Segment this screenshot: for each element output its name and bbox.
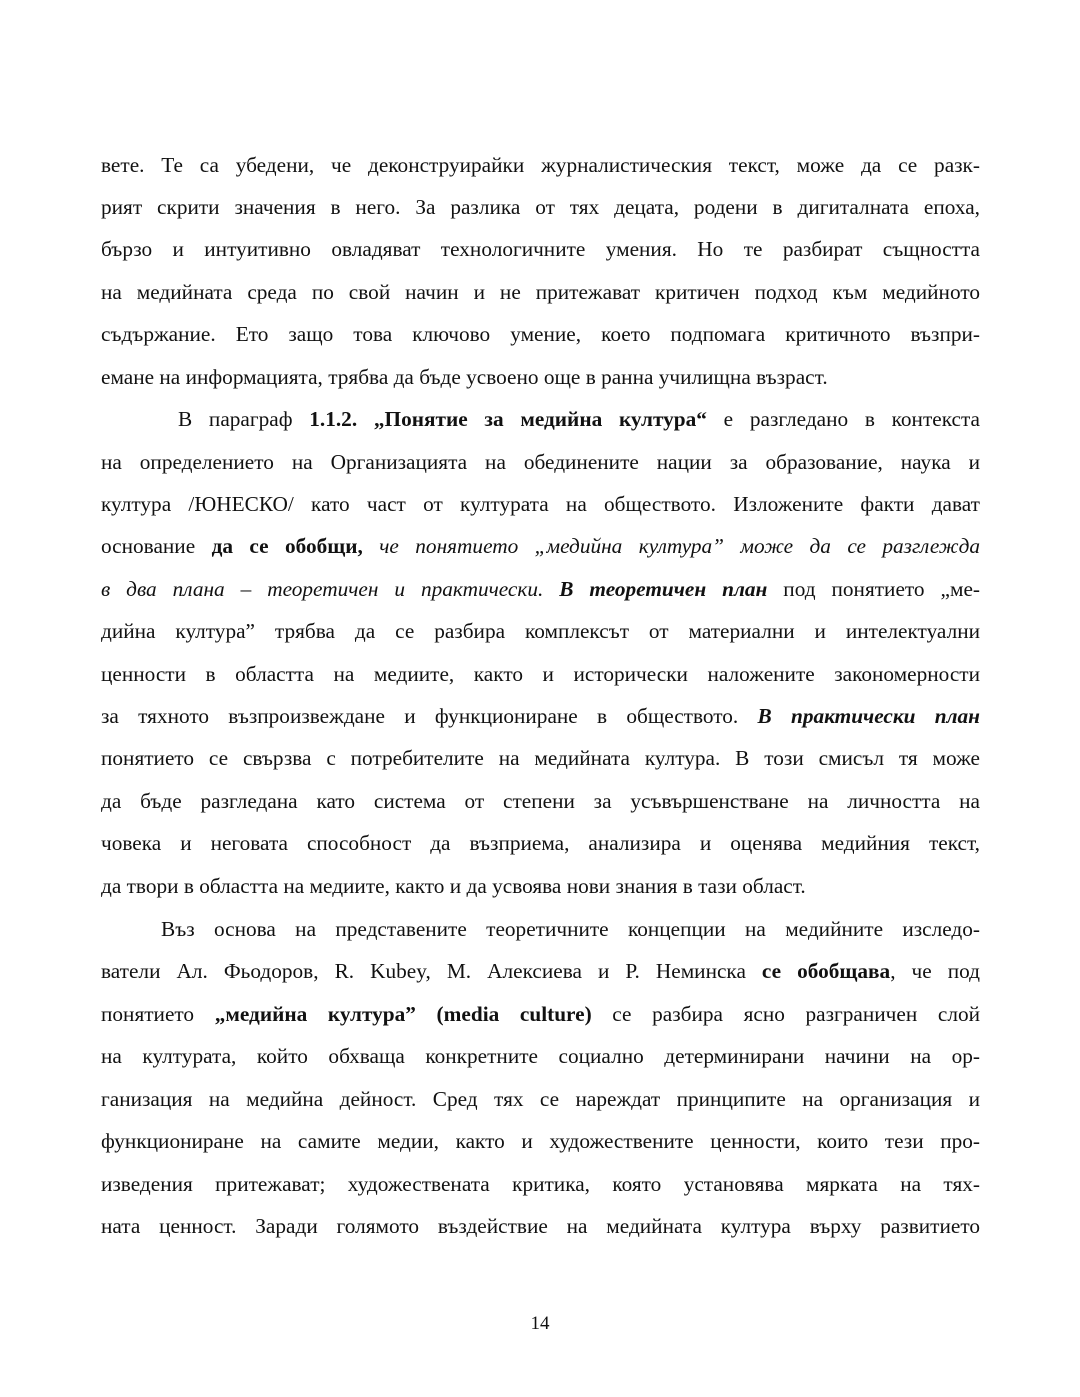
text-line [101, 702, 980, 730]
text-span: понятието [101, 1002, 215, 1026]
text-span: на медийната среда по свой начин и не притежават критичен подход към медийното [101, 280, 980, 304]
text-span: под понятието „ме- [767, 577, 980, 601]
text-span: ната ценност. Заради голямото въздействие на медийната култура върху развитието [101, 1214, 980, 1238]
page-number: 14 [530, 1313, 550, 1334]
text-line [101, 1042, 980, 1070]
text-line [101, 829, 980, 857]
emphasis-bold-italic: В теоретичен план [559, 577, 768, 601]
text-span: за тяхното възпроизвеждане и функциониране в обществото. [101, 704, 758, 728]
text-line [101, 320, 980, 348]
text-span: ганизация на медийна дейност. Сред тях се нареждат принципите на организация и [101, 1087, 980, 1111]
text-line [101, 957, 980, 985]
text-span: ватели Ал. Фьодоров, R. Kubey, М. Алексиева и Р. Неминска [101, 959, 762, 983]
text-span: човека и неговата способност да възприема, анализира и оценява медийния текст, [101, 831, 980, 855]
text-span: съдържание. Ето защо това ключово умение, което подпомага критичното възпри- [101, 322, 980, 346]
text-span: , че под [890, 959, 980, 983]
text-line [101, 617, 980, 645]
section-reference: 1.1.2. „Понятие за медийна култура“ [309, 407, 707, 431]
text-span: понятието се свързва с потребителите на медийната култура. В този смисъл тя може [101, 746, 980, 770]
text-span: емане на информацията, трябва да бъде усвоено още в ранна училищна възраст. [101, 365, 828, 389]
term-definition: „медийна култура” (media culture) [214, 1002, 592, 1026]
emphasis-bold: да се обобщи, [211, 534, 363, 558]
emphasis-bold: се обобщава [761, 959, 891, 983]
text-line [101, 872, 980, 900]
text-span: В параграф [178, 407, 310, 431]
text-line [101, 490, 980, 518]
text-line [101, 660, 980, 688]
text-line [101, 193, 980, 221]
text-line [101, 363, 980, 391]
text-span: Въз основа на представените теоретичните концепции на медийните изследо- [161, 917, 980, 941]
text-line [101, 1212, 980, 1240]
text-line [101, 1170, 980, 1198]
text-span: култура /ЮНЕСКО/ като част от културата на обществото. Изложените факти дават [101, 492, 980, 516]
text-line [101, 235, 980, 263]
text-span: дийна култура” трябва да се разбира комплексът от материални и интелектуални [101, 619, 980, 643]
text-line [101, 1085, 980, 1113]
text-span: да бъде разгледана като система от степени за усъвършенстване на личността на [101, 789, 980, 813]
text-line [101, 448, 980, 476]
text-span: бързо и интуитивно овладяват технологичните умения. Но те разбират същността [101, 237, 980, 261]
text-span: да твори в областта на медиите, както и да усвоява нови знания в тази област. [101, 874, 806, 898]
text-line [101, 151, 980, 179]
text-span: се разбира ясно разграничен слой [591, 1002, 981, 1026]
text-line [101, 1000, 980, 1028]
text-line [178, 405, 980, 433]
text-span: вете. Те са убедени, че деконструирайки журналистическия текст, може да се разк- [101, 153, 980, 177]
text-span: е разгледано в контекста [706, 407, 980, 431]
text-span: на определението на Организацията на обединените нации за образование, наука и [101, 450, 980, 474]
text-span: изведения притежават; художествената критика, която установява мярката на тях- [101, 1172, 980, 1196]
text-span: ценности в областта на медиите, както и исторически наложените закономерности [101, 662, 980, 686]
text-span: функциониране на самите медии, както и художествените ценности, които тези про- [101, 1129, 980, 1153]
text-line [101, 744, 980, 772]
text-line [101, 532, 980, 560]
text-line [101, 1127, 980, 1155]
text-line [101, 575, 980, 603]
text-line [161, 915, 980, 943]
text-span: рият скрити значения в него. За разлика от тях децата, родени в дигиталната епоха, [101, 195, 980, 219]
text-span: на културата, който обхваща конкретните социално детерминирани начини на ор- [101, 1044, 980, 1068]
emphasis-bold-italic: В практически план [757, 704, 980, 728]
emphasis-italic: че понятието „медийна култура” може да се разглежда [362, 534, 980, 558]
text-line [101, 278, 980, 306]
text-line [101, 787, 980, 815]
text-span: основание [101, 534, 212, 558]
emphasis-italic: в два плана – теоретичен и практически. [101, 577, 560, 601]
